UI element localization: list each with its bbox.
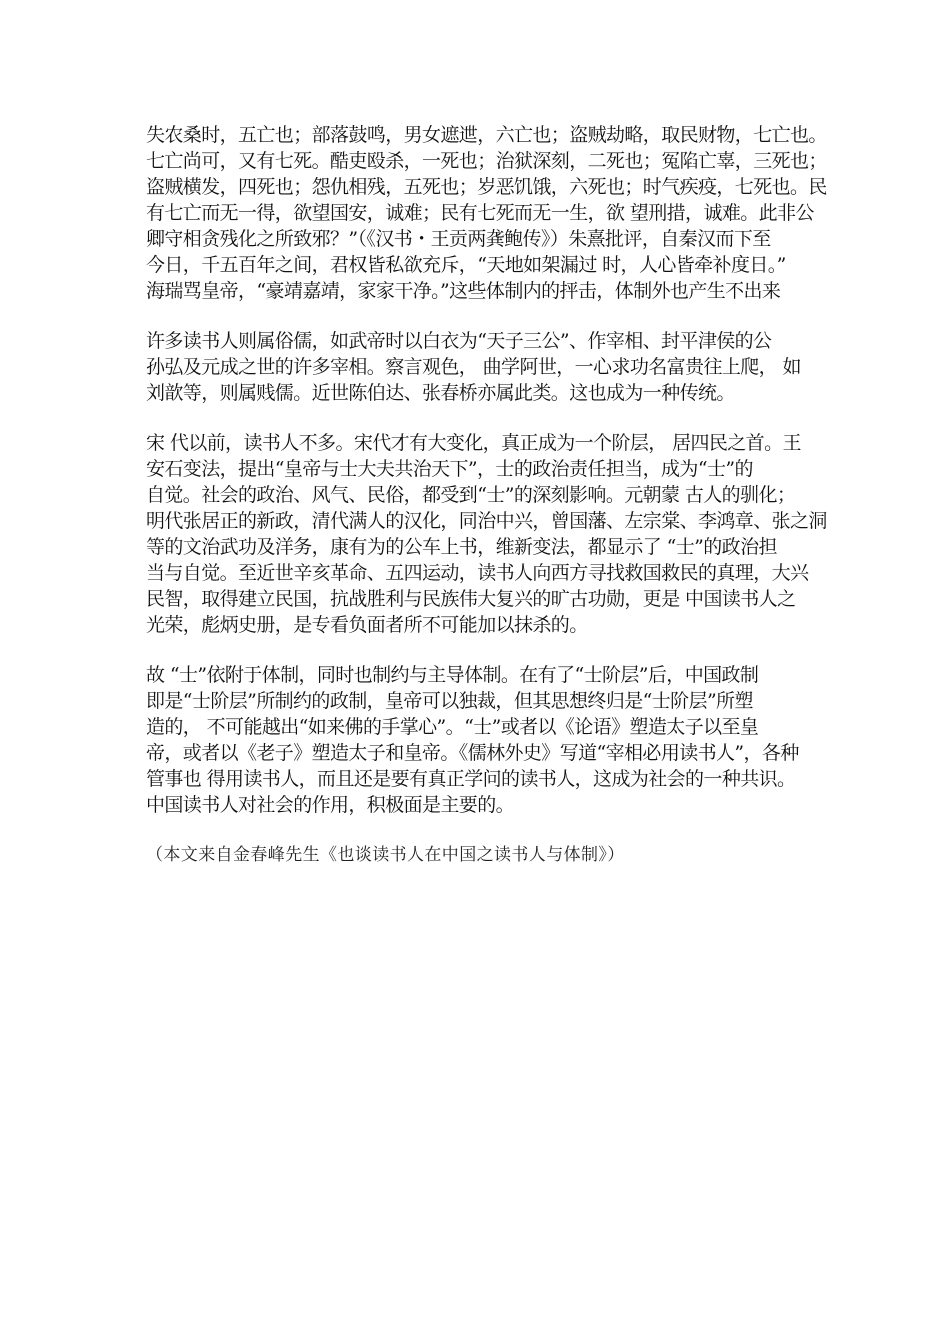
paragraph-2 [146,328,810,406]
text-line: 故 “士”依附于体制，同时也制约与主导体制。在有了“士阶层”后，中国政制 [146,664,759,686]
text-line: 有七亡而无一得，欲望国安，诚难；民有七死而无一生，欲 望刑措，诚难。此非公 [146,202,814,224]
text-line: 民智，取得建立民国，抗战胜利与民族伟大复兴的旷古功勋，更是 中国读书人之 [146,588,796,610]
text-line: 卿守相贪残化之所致邪？”（《汉书・王贡两龚鲍传》）朱熹批评，自秦汉而下至 [146,228,771,250]
text-line: 帝，或者以《老子》塑造太子和皇帝。《儒林外史》写道“宰相必用读书人”，各种 [146,742,799,764]
paragraph-gap [146,304,810,328]
text-line: 自觉。社会的政治、风气、民俗，都受到“士”的深刻影响。元朝蒙 古人的驯化； [146,484,796,506]
text-line: 宋 代以前，读书人不多。宋代才有大变化，真正成为一个阶层， 居四民之首。王 [146,432,801,454]
text-line: 安石变法，提出“皇帝与士大夫共治天下”，士的政治责任担当，成为“士”的 [146,458,753,480]
document-page [146,122,827,868]
text-line: 失农桑时，五亡也；部落鼓鸣，男女遮迣，六亡也；盗贼劫略，取民财物，七亡也。 [146,124,827,146]
paragraph-gap [146,406,810,430]
paragraph-gap [146,638,810,662]
text-line: 光荣，彪炳史册，是专看负面者所不可能加以抹杀的。 [146,614,588,636]
paragraph-3 [146,430,827,638]
paragraph-4 [146,662,810,818]
text-line: 许多读书人则属俗儒，如武帝时以白衣为“天子三公”、作宰相、封平津侯的公 [146,330,772,352]
source-note: （本文来自金春峰先生《也谈读书人在中国之读书人与体制》） [146,845,625,865]
text-line: 七亡尚可，又有七死。酷吏殴杀，一死也；治狱深刻，二死也；冤陷亡辜，三死也； [146,150,827,172]
text-line: 即是“士阶层”所制约的政制，皇帝可以独裁，但其思想终归是“士阶层”所塑 [146,690,753,712]
text-line: 今日，千五百年之间，君权皆私欲充斥，“天地如架漏过 时，人心皆牵补度日。” [146,254,786,276]
text-line: 孙弘及元成之世的许多宰相。察言观色， 曲学阿世，一心求功名富贵往上爬， 如 [146,356,801,378]
paragraph-gap [146,818,810,842]
text-line: 等的文治武功及洋务，康有为的公车上书，维新变法，都显示了 “士”的政治担 [146,536,777,558]
text-line: 刘歆等，则属贱儒。近世陈伯达、张春桥亦属此类。这也成为一种传统。 [146,382,735,404]
text-line: 中国读书人对社会的作用，积极面是主要的。 [146,794,515,816]
text-line: 海瑞骂皇帝，“豪靖嘉靖，家家干净。”这些体制内的抨击，体制外也产生不出来 [146,280,781,302]
text-line: 明代张居正的新政，清代满人的汉化，同治中兴，曾国藩、左宗棠、李鸿章、张之洞 [146,510,827,532]
text-line: 当与自觉。至近世辛亥革命、五四运动，读书人向西方寻找救国救民的真理，大兴 [146,562,809,584]
text-line: 造的， 不可能越出“如来佛的手掌心”。“士”或者以《论语》塑造太子以至皇 [146,716,759,738]
paragraph-1 [146,122,827,304]
text-line: 管事也 得用读书人，而且还是要有真正学问的读书人，这成为社会的一种共识。 [146,768,796,790]
text-line: 盗贼横发，四死也；怨仇相残，五死也；岁恶饥饿，六死也；时气疾疫，七死也。民 [146,176,827,198]
